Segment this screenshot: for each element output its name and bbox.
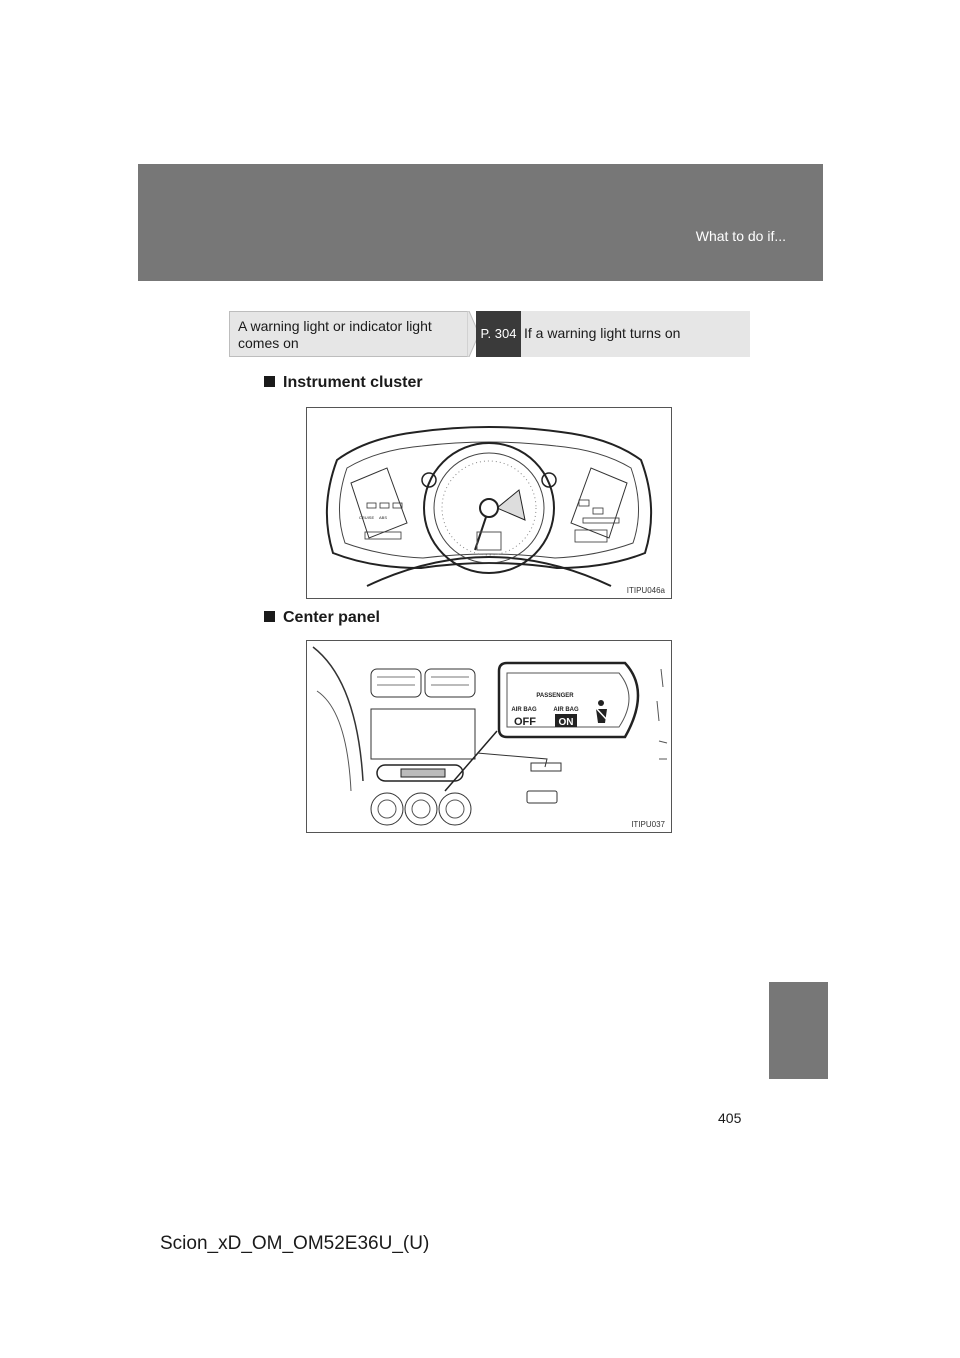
heading-instrument-cluster: Instrument cluster bbox=[264, 374, 423, 392]
cross-reference-row bbox=[229, 311, 750, 357]
symptom-text: A warning light or indicator light comes on bbox=[238, 318, 432, 351]
center-panel-illustration bbox=[307, 641, 671, 832]
header-band bbox=[138, 164, 823, 281]
heading-center-panel: Center panel bbox=[264, 609, 380, 627]
chapter-tab bbox=[769, 982, 828, 1079]
airbag-off-indicator: OFF bbox=[514, 716, 536, 728]
square-bullet-icon bbox=[264, 611, 275, 622]
abs-indicator-label: ABS bbox=[379, 515, 388, 520]
solution-text: If a warning light turns on bbox=[524, 325, 681, 341]
page-reference-link[interactable]: P. 304 bbox=[476, 311, 521, 357]
instrument-cluster-figure bbox=[306, 407, 672, 599]
passenger-label: PASSENGER bbox=[536, 693, 574, 699]
square-bullet-icon bbox=[264, 376, 275, 387]
figure-code: ITIPU046a bbox=[626, 586, 665, 595]
airbag-off-caption: AIR BAG bbox=[511, 707, 537, 713]
cruise-indicator-label: CRUISE bbox=[359, 515, 375, 520]
center-panel-figure bbox=[306, 640, 672, 833]
page-number: 405 bbox=[718, 1110, 742, 1126]
airbag-on-caption: AIR BAG bbox=[553, 707, 579, 713]
airbag-on-indicator: ON bbox=[558, 717, 574, 728]
document-code: Scion_xD_OM_OM52E36U_(U) bbox=[160, 1233, 430, 1254]
solution-box bbox=[521, 311, 750, 357]
symptom-box bbox=[229, 311, 469, 357]
instrument-cluster-illustration bbox=[307, 408, 671, 598]
figure-code: ITIPU037 bbox=[631, 820, 665, 829]
section-title: What to do if... bbox=[695, 228, 786, 244]
